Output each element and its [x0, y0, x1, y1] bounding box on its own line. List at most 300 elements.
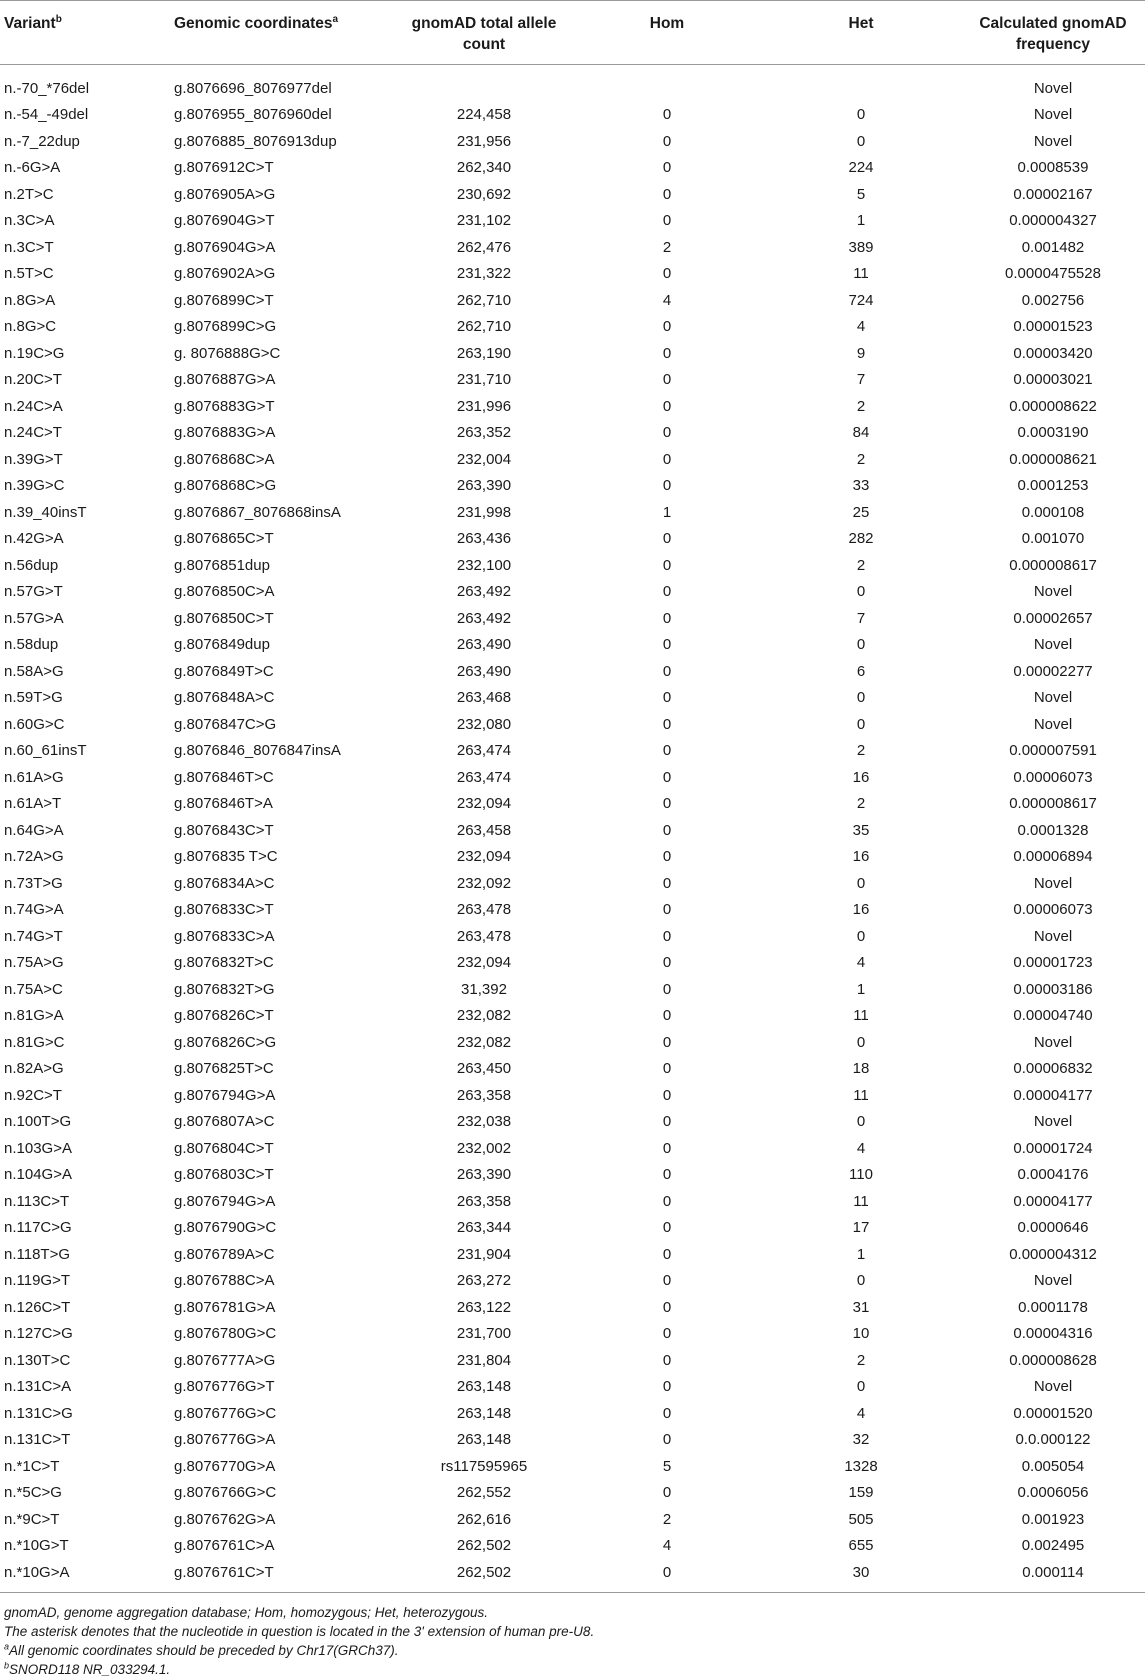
cell-coords: g.8076905A>G: [174, 185, 276, 203]
table-row: [0, 897, 1145, 924]
cell-freq: 0.000008617: [1009, 556, 1097, 574]
cell-hom: 4: [662, 291, 672, 309]
cell-het: 0: [856, 132, 866, 150]
cell-het: 724: [848, 291, 874, 309]
cell-hom: 0: [662, 609, 672, 627]
cell-het: 17: [852, 1219, 870, 1237]
cell-het: 84: [852, 424, 870, 442]
cell-coords: g.8076696_8076977del: [174, 79, 332, 97]
cell-coords: g.8076835 T>C: [174, 848, 278, 866]
cell-variant: n.8G>A: [4, 291, 56, 309]
cell-variant: n.2T>C: [4, 185, 54, 203]
cell-coords: g.8076826C>G: [174, 1033, 277, 1051]
footnote-a: [4, 1641, 1141, 1660]
cell-freq: 0.00003420: [1013, 344, 1093, 362]
cell-allele-count: 232,092: [456, 874, 512, 892]
table-row: [0, 65, 1145, 102]
cell-het: 16: [852, 901, 870, 919]
cell-het: 11: [853, 1007, 869, 1025]
table-row: [0, 1056, 1145, 1083]
header-coords-sup: a: [332, 13, 339, 25]
cell-het: 4: [856, 1139, 866, 1157]
cell-het: 2: [856, 450, 866, 468]
cell-coords: g.8076847C>G: [174, 715, 277, 733]
table-row: [0, 1559, 1145, 1592]
cell-coords: g.8076826C>T: [174, 1007, 274, 1025]
cell-allele-count: 263,148: [456, 1404, 512, 1422]
cell-het: 0: [856, 689, 866, 707]
cell-hom: 0: [662, 954, 672, 972]
cell-hom: 0: [662, 1139, 672, 1157]
cell-het: 0: [856, 1272, 866, 1290]
table-row: [0, 1162, 1145, 1189]
cell-coords: g.8076843C>T: [174, 821, 274, 839]
cell-allele-count: 263,344: [456, 1219, 512, 1237]
table-row: [0, 1109, 1145, 1136]
cell-variant: n.127C>G: [4, 1325, 73, 1343]
cell-freq: Novel: [1033, 1378, 1073, 1396]
cell-variant: n.-6G>A: [4, 159, 61, 177]
cell-freq: 0.00003186: [1013, 980, 1093, 998]
cell-allele-count: 31,392: [461, 980, 507, 998]
cell-hom: 0: [662, 1219, 672, 1237]
table-row: [0, 1480, 1145, 1507]
cell-allele-count: 263,352: [456, 424, 512, 442]
cell-freq: 0.000004312: [1009, 1245, 1097, 1263]
cell-allele-count: 224,458: [456, 106, 512, 124]
cell-coords: g.8076849T>C: [174, 662, 274, 680]
cell-freq: 0.00006073: [1013, 768, 1093, 786]
header-variant-sup: b: [55, 13, 62, 25]
cell-freq: Novel: [1033, 79, 1073, 97]
cell-variant: n.118T>G: [4, 1245, 71, 1263]
cell-freq: 0.000114: [1022, 1563, 1084, 1581]
table-row: [0, 287, 1145, 314]
cell-hom: 0: [662, 821, 672, 839]
cell-hom: 0: [662, 1192, 672, 1210]
cell-variant: n.58dup: [4, 636, 59, 654]
cell-freq: 0.000004327: [1009, 212, 1097, 230]
cell-freq: Novel: [1033, 106, 1073, 124]
cell-coords: g.8076766G>C: [174, 1484, 277, 1502]
cell-variant: n.*9C>T: [4, 1510, 60, 1528]
table-row: [0, 711, 1145, 738]
cell-coords: g.8076761C>A: [174, 1537, 275, 1555]
cell-het: 389: [848, 238, 874, 256]
cell-coords: g.8076955_8076960del: [174, 106, 332, 124]
cell-hom: 0: [662, 1033, 672, 1051]
cell-hom: 0: [662, 636, 672, 654]
cell-allele-count: rs117595965: [440, 1457, 528, 1475]
cell-hom: 0: [662, 1563, 672, 1581]
cell-coords: g.8076846T>A: [174, 795, 273, 813]
cell-allele-count: 263,478: [456, 927, 512, 945]
header-coords: [168, 1, 395, 65]
cell-het: 16: [852, 768, 870, 786]
cell-hom: 0: [662, 901, 672, 919]
footnote-asterisk: The asterisk denotes that the nucleotide in question is located in the 3' extension of human pre-U8.: [4, 1623, 595, 1639]
cell-freq: 0.00001523: [1013, 318, 1093, 336]
cell-het: 0: [856, 106, 866, 124]
cell-allele-count: 263,390: [456, 477, 512, 495]
cell-allele-count: 231,904: [456, 1245, 512, 1263]
cell-hom: 4: [662, 1537, 672, 1555]
cell-het: 110: [849, 1166, 873, 1184]
cell-allele-count: 232,100: [456, 556, 512, 574]
cell-hom: 0: [662, 1431, 672, 1449]
cell-het: 2: [856, 1351, 866, 1369]
cell-allele-count: 263,358: [456, 1086, 512, 1104]
cell-het: 2: [856, 742, 866, 760]
cell-variant: n.*1C>T: [4, 1457, 60, 1475]
cell-coords: g.8076850C>A: [174, 583, 275, 601]
cell-het: 31: [852, 1298, 870, 1316]
table-row: [0, 738, 1145, 765]
table-row: [0, 181, 1145, 208]
cell-variant: n.-70_*76del: [4, 79, 90, 97]
cell-freq: 0.00001723: [1013, 954, 1093, 972]
cell-het: 0: [856, 715, 866, 733]
cell-het: 505: [848, 1510, 874, 1528]
footnote-b-text: SNORD118 NR_033294.1.: [9, 1661, 171, 1677]
cell-het: 33: [852, 477, 870, 495]
cell-allele-count: 232,038: [456, 1113, 512, 1131]
cell-variant: n.130T>C: [4, 1351, 71, 1369]
cell-hom: 0: [662, 477, 672, 495]
cell-hom: 0: [662, 1298, 672, 1316]
cell-hom: 0: [662, 318, 672, 336]
cell-allele-count: 232,002: [456, 1139, 512, 1157]
cell-hom: 2: [662, 1510, 672, 1528]
cell-allele-count: 232,082: [456, 1033, 512, 1051]
cell-allele-count: 263,358: [456, 1192, 512, 1210]
cell-hom: 0: [662, 1060, 672, 1078]
cell-hom: 0: [662, 1086, 672, 1104]
cell-coords: g.8076825T>C: [174, 1060, 274, 1078]
cell-freq: 0.0001328: [1017, 821, 1089, 839]
cell-freq: 0.000008622: [1009, 397, 1097, 415]
cell-variant: n.61A>T: [4, 795, 62, 813]
cell-hom: 0: [662, 1378, 672, 1396]
table-row: [0, 1135, 1145, 1162]
cell-het: 25: [852, 503, 870, 521]
table-row: [0, 1533, 1145, 1560]
cell-coords: g.8076833C>T: [174, 901, 274, 919]
table-row: [0, 155, 1145, 182]
cell-variant: n.64G>A: [4, 821, 64, 839]
cell-allele-count: 262,616: [456, 1510, 512, 1528]
cell-coords: g.8076868C>A: [174, 450, 275, 468]
cell-het: 11: [853, 1192, 869, 1210]
table-row: [0, 340, 1145, 367]
cell-freq: 0.0001178: [1018, 1298, 1088, 1316]
cell-hom: 0: [662, 980, 672, 998]
cell-variant: n.5T>C: [4, 265, 54, 283]
cell-allele-count: 263,450: [456, 1060, 512, 1078]
cell-coords: g.8076804C>T: [174, 1139, 274, 1157]
cell-variant: n.126C>T: [4, 1298, 71, 1316]
cell-hom: 0: [662, 132, 672, 150]
cell-variant: n.131C>G: [4, 1404, 73, 1422]
cell-freq: Novel: [1033, 927, 1073, 945]
cell-allele-count: 231,710: [456, 371, 512, 389]
cell-coords: g.8076794G>A: [174, 1086, 276, 1104]
cell-hom: 1: [662, 503, 672, 521]
cell-variant: n.58A>G: [4, 662, 64, 680]
cell-variant: n.61A>G: [4, 768, 64, 786]
cell-hom: 0: [662, 1007, 672, 1025]
cell-hom: 0: [662, 556, 672, 574]
cell-variant: n.24C>T: [4, 424, 62, 442]
cell-het: 9: [856, 344, 866, 362]
cell-coords: g.8076868C>G: [174, 477, 277, 495]
cell-het: 11: [853, 1086, 869, 1104]
cell-het: 282: [848, 530, 874, 548]
table-row: [0, 632, 1145, 659]
cell-het: 0: [856, 583, 866, 601]
cell-variant: n.*5C>G: [4, 1484, 62, 1502]
cell-variant: n.57G>A: [4, 609, 64, 627]
cell-hom: 0: [662, 927, 672, 945]
cell-het: 5: [856, 185, 866, 203]
cell-freq: 0.005054: [1021, 1457, 1085, 1475]
cell-het: 2: [856, 556, 866, 574]
cell-allele-count: 232,080: [456, 715, 512, 733]
cell-freq: 0.00006073: [1013, 901, 1093, 919]
cell-hom: 0: [662, 715, 672, 733]
cell-allele-count: 263,490: [456, 636, 512, 654]
table-row: [0, 1427, 1145, 1454]
cell-het: 0: [856, 1113, 866, 1131]
cell-hom: 0: [662, 185, 672, 203]
cell-hom: 0: [662, 212, 672, 230]
cell-variant: n.42G>A: [4, 530, 64, 548]
cell-freq: 0.0000646: [1017, 1219, 1089, 1237]
cell-hom: 0: [662, 1272, 672, 1290]
table-row: [0, 1453, 1145, 1480]
cell-het: 7: [856, 609, 866, 627]
table-row: [0, 102, 1145, 129]
cell-hom: 0: [662, 1325, 672, 1343]
cell-allele-count: 263,492: [456, 609, 512, 627]
cell-freq: 0.000008621: [1009, 450, 1097, 468]
table-row: [0, 1188, 1145, 1215]
cell-hom: 0: [662, 450, 672, 468]
cell-coords: g.8076777A>G: [174, 1351, 276, 1369]
footnote-a-mark: a: [4, 1641, 10, 1651]
cell-hom: 2: [662, 238, 672, 256]
cell-freq: Novel: [1033, 132, 1073, 150]
footnote-abbrev: gnomAD, genome aggregation database; Hom, homozygous; Het, heterozygous.: [4, 1604, 489, 1620]
cell-allele-count: 262,476: [456, 238, 512, 256]
cell-het: 224: [848, 159, 874, 177]
cell-freq: 0.0001253: [1017, 477, 1089, 495]
cell-het: 0: [856, 927, 866, 945]
cell-coords: g.8076887G>A: [174, 371, 276, 389]
cell-coords: g.8076851dup: [174, 556, 270, 574]
cell-hom: 0: [662, 1404, 672, 1422]
cell-allele-count: 263,474: [456, 742, 512, 760]
cell-het: [761, 65, 961, 102]
table-row: [0, 579, 1145, 606]
cell-variant: n.19C>G: [4, 344, 65, 362]
cell-variant: n.100T>G: [4, 1113, 72, 1131]
cell-freq: 0.00004177: [1013, 1086, 1093, 1104]
table-row: [0, 1082, 1145, 1109]
cell-allele-count: 230,692: [456, 185, 512, 203]
cell-coords: g.8076912C>T: [174, 159, 274, 177]
table-row: [0, 791, 1145, 818]
cell-allele-count: 263,390: [456, 1166, 512, 1184]
cell-variant: n.73T>G: [4, 874, 63, 892]
cell-variant: n.*10G>A: [4, 1563, 70, 1581]
cell-coords: g.8076846T>C: [174, 768, 274, 786]
cell-allele-count: 263,190: [456, 344, 512, 362]
cell-freq: 0.00006832: [1013, 1060, 1093, 1078]
header-row: [0, 1, 1145, 65]
cell-variant: n.-7_22dup: [4, 132, 80, 150]
cell-het: 2: [856, 397, 866, 415]
cell-hom: 0: [662, 768, 672, 786]
cell-variant: n.103G>A: [4, 1139, 72, 1157]
cell-het: 1: [856, 1245, 866, 1263]
cell-coords: g.8076867_8076868insA: [174, 503, 341, 521]
cell-freq: 0.001923: [1021, 1510, 1085, 1528]
cell-variant: n.56dup: [4, 556, 59, 574]
table-row: [0, 1294, 1145, 1321]
table-row: [0, 261, 1145, 288]
table-row: [0, 658, 1145, 685]
table-row: [0, 1241, 1145, 1268]
cell-freq: 0.0003190: [1017, 424, 1089, 442]
cell-hom: 0: [662, 583, 672, 601]
cell-hom: 0: [662, 397, 672, 415]
cell-allele-count: 263,436: [456, 530, 512, 548]
cell-freq: 0.002495: [1021, 1537, 1085, 1555]
cell-freq: 0.002756: [1021, 291, 1085, 309]
table-body: [0, 65, 1145, 1593]
cell-coords: g.8076865C>T: [174, 530, 274, 548]
table-row: [0, 234, 1145, 261]
cell-hom: 5: [662, 1457, 672, 1475]
cell-coords: g.8076849dup: [174, 636, 270, 654]
cell-het: 4: [856, 954, 866, 972]
cell-allele-count: 231,804: [456, 1351, 512, 1369]
cell-coords: g.8076770G>A: [174, 1457, 276, 1475]
cell-hom: 0: [662, 1166, 672, 1184]
cell-coords: g.8076834A>C: [174, 874, 275, 892]
table-row: [0, 950, 1145, 977]
cell-het: 159: [848, 1484, 874, 1502]
cell-variant: n.74G>T: [4, 927, 63, 945]
cell-freq: 0.0.000122: [1015, 1431, 1091, 1449]
cell-variant: n.20C>T: [4, 371, 62, 389]
cell-het: 35: [852, 821, 870, 839]
cell-variant: n.104G>A: [4, 1166, 72, 1184]
header-hom: Hom: [649, 15, 685, 32]
cell-freq: 0.0008539: [1017, 159, 1089, 177]
cell-allele-count: 262,340: [456, 159, 512, 177]
cell-allele-count: 263,148: [456, 1431, 512, 1449]
cell-freq: Novel: [1033, 636, 1073, 654]
cell-allele-count: 262,552: [456, 1484, 512, 1502]
cell-allele-count: 231,956: [456, 132, 512, 150]
table-row: [0, 552, 1145, 579]
cell-hom: 0: [662, 1484, 672, 1502]
cell-variant: n.72A>G: [4, 848, 64, 866]
cell-hom: 0: [662, 1113, 672, 1131]
cell-freq: Novel: [1033, 1113, 1073, 1131]
cell-coords: g.8076899C>T: [174, 291, 274, 309]
cell-freq: 0.00002657: [1013, 609, 1093, 627]
cell-coords: g.8076850C>T: [174, 609, 274, 627]
cell-freq: 0.00004316: [1013, 1325, 1093, 1343]
cell-freq: 0.00004740: [1013, 1007, 1093, 1025]
cell-freq: 0.0000475528: [1005, 265, 1101, 283]
header-allele-count: gnomAD total allele count: [411, 15, 557, 53]
cell-freq: Novel: [1033, 874, 1073, 892]
cell-freq: 0.001070: [1021, 530, 1085, 548]
cell-coords: g. 8076888G>C: [174, 344, 281, 362]
cell-variant: n.-54_-49del: [4, 106, 89, 124]
cell-variant: n.81G>A: [4, 1007, 64, 1025]
cell-hom: 0: [662, 530, 672, 548]
cell-hom: 0: [662, 1245, 672, 1263]
cell-hom: 0: [662, 371, 672, 389]
table-row: [0, 605, 1145, 632]
cell-allele-count: 263,272: [456, 1272, 512, 1290]
table-row: [0, 526, 1145, 553]
table-row: [0, 1347, 1145, 1374]
cell-allele-count: 263,474: [456, 768, 512, 786]
header-coords-label: Genomic coordinates: [174, 15, 333, 32]
table-row: [0, 420, 1145, 447]
cell-het: 10: [852, 1325, 870, 1343]
cell-freq: 0.000108: [1021, 503, 1085, 521]
cell-coords: g.8076848A>C: [174, 689, 275, 707]
cell-allele-count: 262,710: [456, 291, 512, 309]
cell-variant: n.81G>C: [4, 1033, 65, 1051]
cell-freq: 0.001482: [1021, 238, 1085, 256]
cell-coords: g.8076789A>C: [174, 1245, 275, 1263]
cell-coords: g.8076833C>A: [174, 927, 275, 945]
cell-variant: n.3C>T: [4, 238, 54, 256]
cell-coords: g.8076807A>C: [174, 1113, 275, 1131]
cell-het: 18: [852, 1060, 870, 1078]
cell-coords: g.8076776G>T: [174, 1378, 275, 1396]
cell-coords: g.8076904G>T: [174, 212, 275, 230]
cell-freq: Novel: [1033, 583, 1073, 601]
cell-allele-count: 263,490: [456, 662, 512, 680]
cell-freq: 0.00003021: [1013, 371, 1093, 389]
cell-allele-count: 262,502: [456, 1537, 512, 1555]
header-variant-label: Variant: [4, 15, 56, 32]
cell-het: 0: [856, 1378, 866, 1396]
cell-het: 0: [856, 636, 866, 654]
cell-variant: n.75A>G: [4, 954, 64, 972]
footnote-a-text: All genomic coordinates should be preceded by Chr17(GRCh37).: [9, 1642, 399, 1658]
cell-het: 0: [856, 874, 866, 892]
cell-allele-count: [395, 65, 573, 102]
cell-coords: g.8076794G>A: [174, 1192, 276, 1210]
cell-variant: n.24C>A: [4, 397, 63, 415]
cell-variant: n.74G>A: [4, 901, 64, 919]
cell-coords: g.8076788C>A: [174, 1272, 275, 1290]
cell-allele-count: 231,322: [456, 265, 512, 283]
cell-allele-count: 263,148: [456, 1378, 512, 1396]
table-row: [0, 1003, 1145, 1030]
cell-hom: 0: [662, 662, 672, 680]
